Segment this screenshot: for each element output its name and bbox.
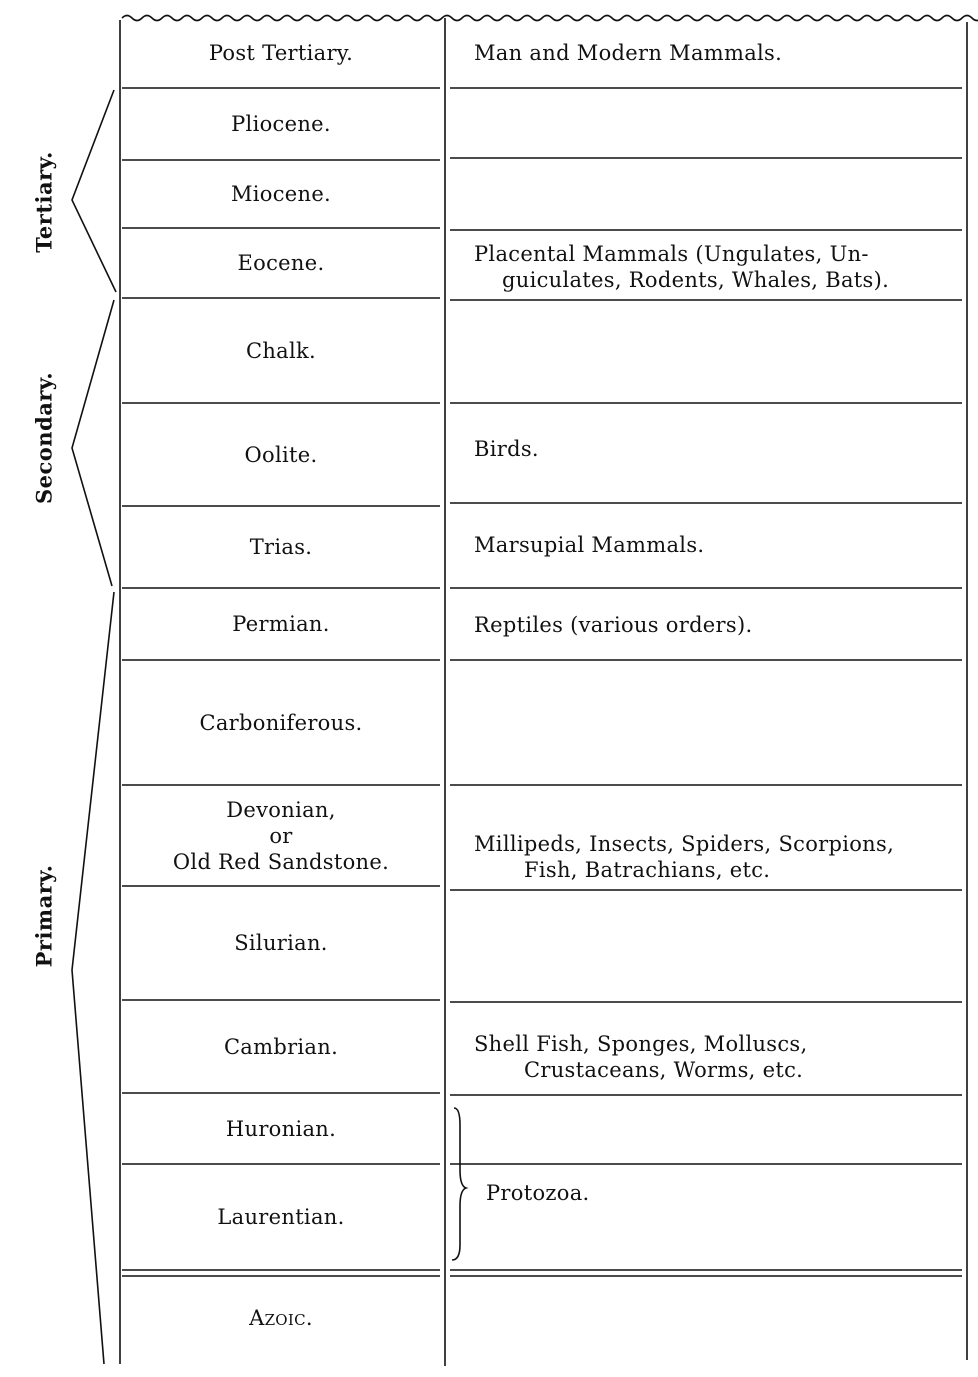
primary-bracket — [72, 592, 114, 1364]
stratum-azoic: Azoic. — [249, 1306, 313, 1330]
life-protozoa: Protozoa. — [486, 1181, 590, 1205]
stratum-pliocene: Pliocene. — [231, 112, 331, 136]
stratum-chalk: Chalk. — [245, 338, 317, 363]
life-birds: Birds. — [474, 437, 539, 461]
stratum-silurian: Silurian. — [234, 931, 328, 955]
era-label-secondary: Secondary. — [31, 371, 57, 505]
stratum-laurentian: Laurentian. — [217, 1205, 345, 1229]
stratum-devonian: Devonian, or Old Red Sandstone. — [172, 797, 390, 874]
life-reptiles: Reptiles (various orders). — [474, 613, 753, 637]
stratum-post-tertiary: Post Tertiary. — [208, 41, 354, 65]
life-shell-fish: Shell Fish, Sponges, Molluscs, Crustaceans, Worms, etc. — [474, 1032, 808, 1082]
stratum-oolite: Oolite. — [244, 442, 318, 467]
protozoa-brace — [452, 1108, 466, 1260]
tertiary-bracket — [72, 90, 116, 292]
life-man-modern-mammals: Man and Modern Mammals. — [474, 41, 783, 65]
era-label-primary: Primary. — [31, 864, 57, 968]
stratum-miocene: Miocene. — [230, 182, 332, 206]
life-millipeds: Millipeds, Insects, Spiders, Scorpions, Fish, Batrachians, etc. — [474, 832, 895, 882]
stratum-huronian: Huronian. — [225, 1116, 337, 1141]
secondary-bracket — [72, 300, 114, 586]
stratum-eocene: Eocene. — [237, 251, 325, 275]
stratum-permian: Permian. — [232, 612, 330, 636]
life-placental-mammals: Placental Mammals (Ungulates, Un- guiculates, Rodents, Whales, Bats). — [474, 242, 890, 292]
stratum-carboniferous: Carboniferous. — [199, 710, 363, 735]
stratum-trias: Trias. — [249, 535, 313, 559]
life-marsupial-mammals: Marsupial Mammals. — [474, 533, 705, 557]
era-label-tertiary: Tertiary. — [31, 151, 57, 253]
stratum-cambrian: Cambrian. — [223, 1034, 339, 1059]
